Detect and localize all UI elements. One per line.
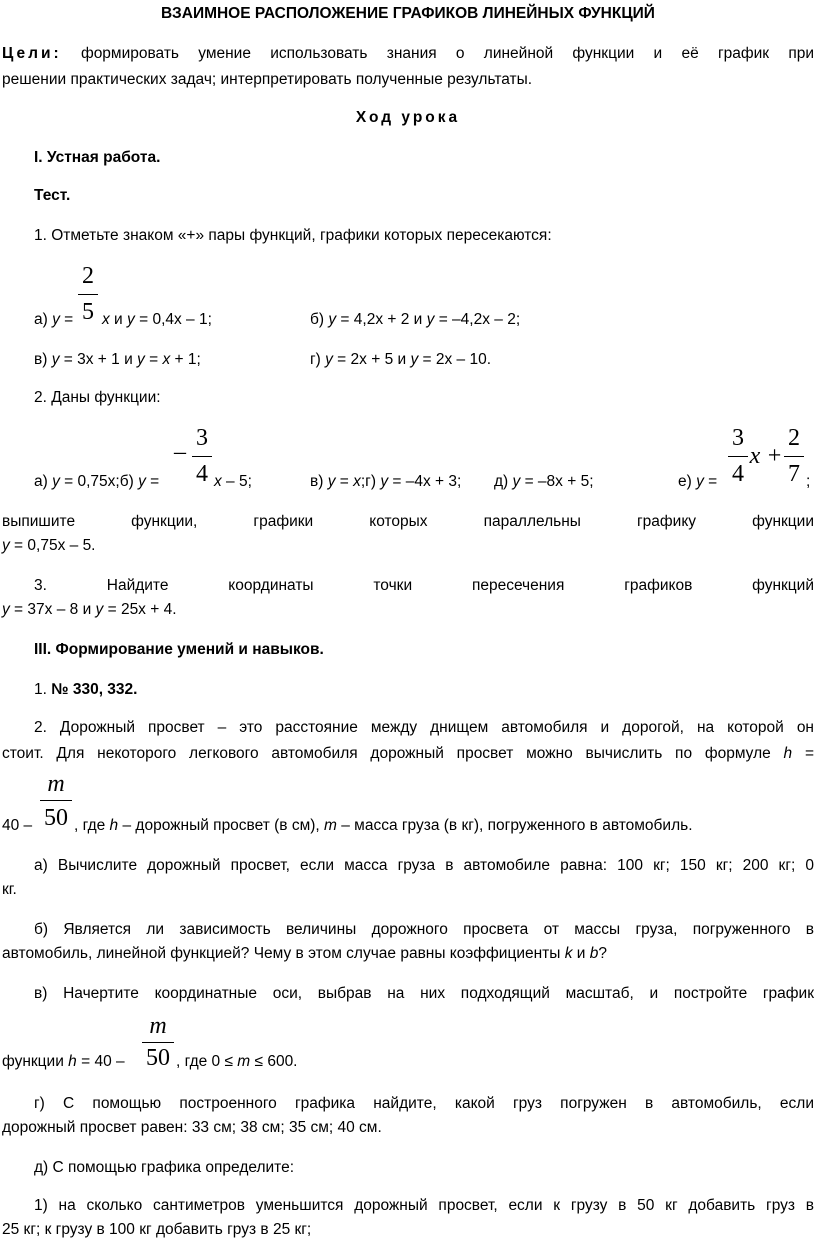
q2-frac2-den: 4 (732, 461, 744, 487)
q2-frac1-minus: – (174, 439, 186, 465)
q2-task-line-1: выпишите функции, графики которых параллельны графику функции (2, 513, 814, 530)
q2-option-b-post: x – 5; (214, 473, 252, 490)
task2-v-frac-bar (142, 1042, 174, 1043)
document-title: ВЗАИМНОЕ РАСПОЛОЖЕНИЕ ГРАФИКОВ ЛИНЕЙНЫХ ФУНКЦИЙ (161, 5, 655, 22)
task2-line-3-post: , где h – дорожный просвет (в см), m – масса груза (в кг), погруженного в автомобиль. (74, 817, 693, 834)
goals-line-1 (2, 44, 814, 64)
q2-semicolon: ; (806, 473, 811, 490)
task2-frac-num: m (47, 771, 65, 797)
task2-frac-bar (40, 800, 72, 801)
q1-frac-den: 5 (82, 299, 94, 325)
q2-frac3-bar (784, 456, 804, 457)
q2-option-v-g: в) y = x;г) y = –4x + 3; (310, 473, 462, 490)
goals-line-2: решении практических задач; интерпретировать полученные результаты. (2, 71, 533, 88)
q2-frac3-num: 2 (788, 425, 800, 451)
test-heading: Тест. (34, 187, 71, 204)
q1-option-a-post: x и y = 0,4x – 1; (102, 311, 212, 328)
task1-number: 1. (34, 681, 47, 698)
task2-d1-line-2: 25 кг; к грузу в 100 кг добавить груз в 25 кг; (2, 1221, 312, 1238)
q2-frac1-den: 4 (196, 461, 208, 487)
q2-frac2-num: 3 (732, 425, 744, 451)
q1-option-b: б) y = 4,2x + 2 и y = –4,2x – 2; (310, 311, 521, 328)
task2-d1-line-1: 1) на сколько сантиметров уменьшится дорожный просвет, если к грузу в 50 кг добавить груз в (34, 1197, 814, 1214)
task2-g-line-2: дорожный просвет равен: 33 см; 38 см; 35 см; 40 см. (2, 1119, 382, 1136)
q2-text: 2. Даны функции: (34, 389, 161, 406)
task2-v-frac-num: m (149, 1013, 167, 1039)
q2-x-plus: x + (749, 443, 783, 469)
task2-v-pre: функции h = 40 – (2, 1053, 125, 1070)
task2-g-line-1: г) С помощью построенного графика найдите, какой груз погружен в автомобиль, если (34, 1095, 814, 1112)
lesson-heading: Ход урока (355, 109, 461, 126)
section-skills: III. Формирование умений и навыков. (34, 641, 324, 658)
q1-option-v: в) y = 3x + 1 и y = x + 1; (34, 351, 201, 368)
goals-label: Цели: (2, 45, 62, 62)
task2-line-1: 2. Дорожный просвет – это расстояние между днищем автомобиля и дорогой, на которой он (34, 719, 814, 736)
task1-text: № 330, 332. (51, 681, 138, 698)
task2-line-3-pre: 40 – (2, 817, 33, 834)
q1-text: 1. Отметьте знаком «+» пары функций, графики которых пересекаются: (34, 227, 552, 244)
q2-option-a-b: а) y = 0,75x;б) y = (34, 473, 160, 490)
task2-b-line-2: автомобиль, линейной функцией? Чему в этом случае равны коэффициенты k и b? (2, 945, 607, 962)
q2-frac3-den: 7 (788, 461, 800, 487)
task1 (34, 680, 137, 700)
q1-frac-bar (78, 294, 98, 295)
q2-option-e: е) y = (678, 473, 718, 490)
q1-option-a-pre: а) y = (34, 311, 74, 328)
task2-v-frac-den: 50 (146, 1045, 170, 1071)
task2-v-line-1: в) Начертите координатные оси, выбрав на них подходящий масштаб, и постройте график (34, 985, 814, 1002)
task2-line-2: стоит. Для некоторого легкового автомобиля дорожный просвет можно вычислить по формуле h = (2, 745, 815, 762)
q3-line-1: 3. Найдите координаты точки пересечения графиков функций (34, 577, 814, 594)
q1-frac-num: 2 (82, 263, 94, 289)
q3-line-2: y = 37x – 8 и y = 25x + 4. (2, 601, 177, 618)
q2-task-line-2: y = 0,75x – 5. (2, 537, 96, 554)
task2-v-post: , где 0 ≤ m ≤ 600. (176, 1053, 298, 1070)
task2-a-line-1: а) Вычислите дорожный просвет, если масса груза в автомобиле равна: 100 кг; 150 кг; 200 кг; 0 (34, 857, 814, 874)
task2-b-line-1: б) Является ли зависимость величины дорожного просвета от массы груза, погруженного в (34, 921, 814, 938)
q1-option-g: г) y = 2x + 5 и y = 2x – 10. (310, 351, 492, 368)
task2-frac-den: 50 (44, 805, 68, 831)
task2-a-line-2: кг. (2, 881, 17, 898)
q2-frac1-num: 3 (196, 425, 208, 451)
q2-frac1-bar (192, 456, 212, 457)
goals-text-1: формировать умение использовать знания о линейной функции и её график при (80, 45, 814, 62)
section-oral-work: I. Устная работа. (34, 149, 161, 166)
task2-d-line-1: д) С помощью графика определите: (34, 1159, 295, 1176)
q2-frac2-bar (728, 456, 748, 457)
q2-option-d: д) y = –8x + 5; (494, 473, 594, 490)
